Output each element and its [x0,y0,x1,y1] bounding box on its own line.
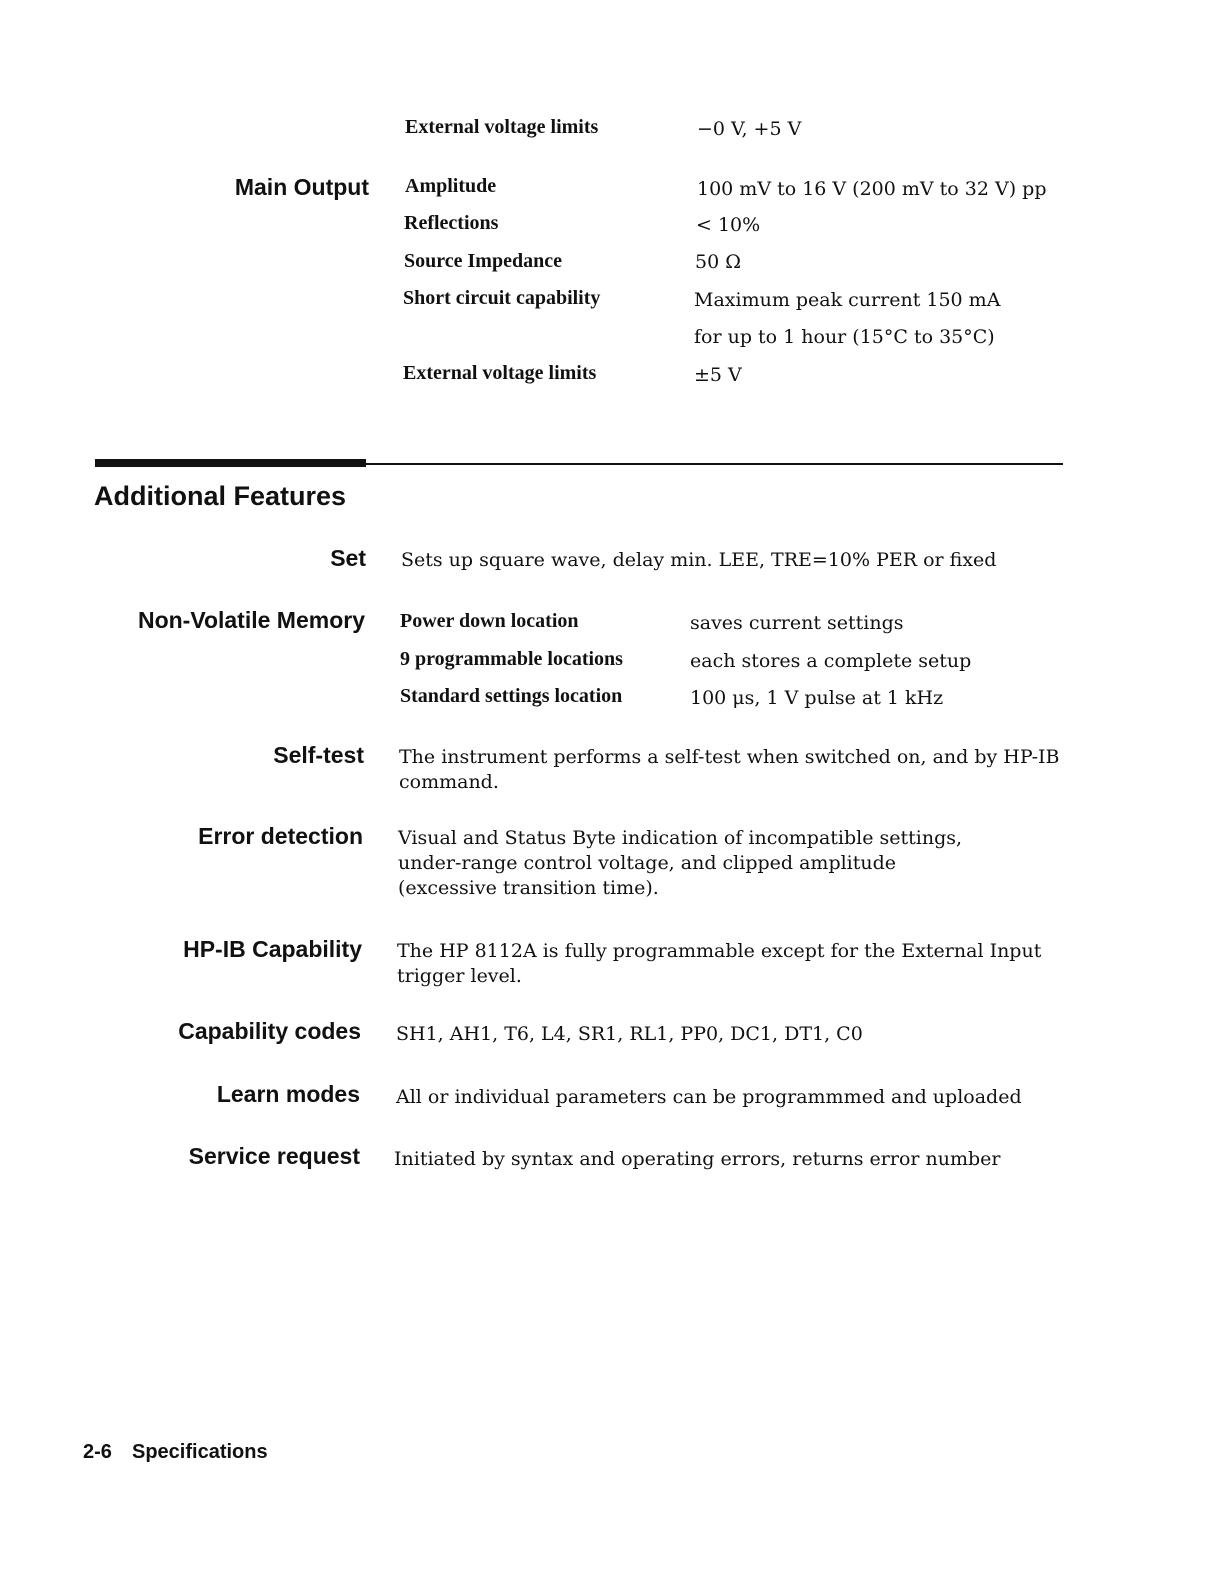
set-text: Sets up square wave, delay min. LEE, TRE=10% PER or fixed [401,549,997,571]
service-request-text: Initiated by syntax and operating errors, returns error number [394,1148,1001,1170]
reflections-value: < 10% [696,214,761,236]
external-voltage-limits-value: ±5 V [694,364,742,386]
standard-settings-value: 100 μs, 1 V pulse at 1 kHz [690,687,944,709]
external-voltage-limits-value-top: −0 V, +5 V [697,118,802,140]
amplitude-value: 100 mV to 16 V (200 mV to 32 V) pp [697,178,1047,200]
capability-codes-text: SH1, AH1, T6, L4, SR1, RL1, PP0, DC1, DT1, C0 [396,1023,863,1045]
power-down-value: saves current settings [690,612,904,634]
nvm-heading: Non-Volatile Memory [137,607,365,633]
external-voltage-limits-label: External voltage limits [403,362,597,384]
programmable-locations-value: each stores a complete setup [690,650,972,672]
error-detection-heading: Error detection [198,823,363,849]
source-impedance-value: 50 Ω [695,251,741,273]
short-circuit-label: Short circuit capability [403,287,601,309]
learn-modes-heading: Learn modes [216,1081,360,1107]
hpib-heading: HP-IB Capability [183,936,362,962]
programmable-locations-label: 9 programmable locations [400,648,623,670]
error-detection-text: Visual and Status Byte indication of incompatible settings, under-range control voltage, and clipped amplitude (excessive transition time). [398,827,963,899]
additional-features-title: Additional Features [94,481,347,511]
section-rule-thick [95,459,366,467]
external-voltage-limits-label-top: External voltage limits [405,116,599,138]
standard-settings-label: Standard settings location [400,685,623,707]
power-down-label: Power down location [400,610,579,632]
learn-modes-text: All or individual parameters can be programmmed and uploaded [396,1086,1022,1108]
main-output-heading: Main Output [234,174,369,200]
short-circuit-value-2: for up to 1 hour (15°C to 35°C) [694,326,995,348]
service-request-heading: Service request [188,1143,360,1169]
self-test-text: The instrument performs a self-test when switched on, and by HP-IB command. [399,746,1060,793]
hpib-text: The HP 8112A is fully programmable except for the External Input trigger level. [397,940,1042,987]
source-impedance-label: Source Impedance [404,250,562,272]
reflections-label: Reflections [404,212,499,234]
page-number: 2-6 [83,1441,112,1463]
short-circuit-value: Maximum peak current 150 mA [694,289,1001,311]
footer-section: Specifications [132,1441,268,1463]
amplitude-label: Amplitude [405,175,497,197]
self-test-heading: Self-test [273,742,364,768]
set-heading: Set [330,545,366,571]
capability-codes-heading: Capability codes [178,1018,361,1044]
